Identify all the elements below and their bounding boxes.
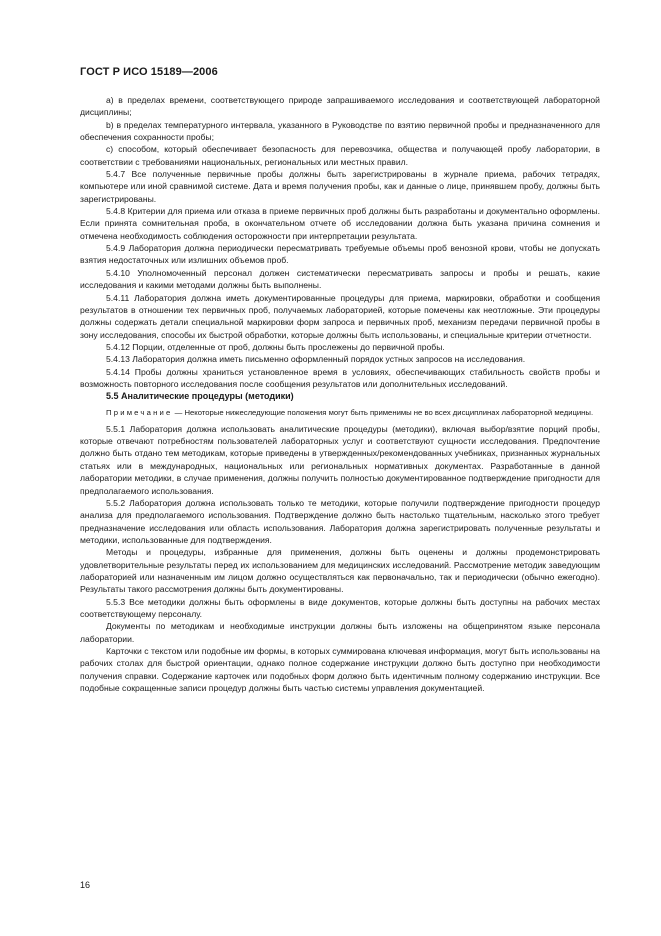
paragraph: 5.4.7 Все полученные первичные пробы должны быть зарегистрированы в журнале приема, рабочих тетрадях, компьютере или иной сравнимой системе. Дата и время получения пробы, как и данные о лице, принявшем пробу, должны быть зарегистрированы. xyxy=(80,169,600,204)
paragraph: b) в пределах температурного интервала, указанного в Руководстве по взятию первичной пробы и предназначенного для обеспечения сохранности пробы; xyxy=(80,119,600,143)
standard-header: ГОСТ Р ИСО 15189—2006 xyxy=(80,66,218,78)
paragraph: 5.5.1 Лаборатория должна использовать аналитические процедуры (методики), включая выбор/взятие порций пробы, которые отвечают потребностям пользователей лабораторных услуг и соответствуют сущности исследования. Предпочтение должно быть отдано тем методикам, которые приведены в утвержденных/рекомендованных учебниках, признанных журнальных статьях или в международных, национальных или региональных нормативных документах. Разработанные в данной лаборатории методики, в случае применения, должны получить полностью документированное подтверждение пригодности для предполагаемого использования. xyxy=(80,423,600,496)
paragraph: 5.5.2 Лаборатория должна использовать только те методики, которые получили подтверждение пригодности процедур анализа для предполагаемого использования. Подтверждение должно быть настолько тщательным, насколько этого требует предназначение исследования или область использования. Лаборатория должна зарегистрировать полученные результаты и методики, использованные для подтверждения. xyxy=(80,497,600,545)
paragraph: 5.4.11 Лаборатория должна иметь документированные процедуры для приема, маркировки, обработки и сообщения результатов в отношении тех первичных проб, получаемых лабораторией, которые помечены как неотложные. Эти процедуры должны содержать детали специальной маркировки форм запроса и первичных проб, механизм передачи первичной пробы в зону исследования, способы их быстрой обработки, которые должны быть использованы, и специальные критерии отчетности. xyxy=(80,292,600,340)
paragraph: 5.4.10 Уполномоченный персонал должен систематически пересматривать запросы и пробы и решать, какие исследования и какими методами должны быть выполнены. xyxy=(80,267,600,291)
paragraph: 5.4.8 Критерии для приема или отказа в приеме первичных проб должны быть разработаны и документально оформлены. Если принята сомнительная проба, в окончательном отчете об исследовании должна быть указана причина сомнения и отмечена необходимость соблюдения осторожности при интерпретации результата. xyxy=(80,206,600,241)
note-label: Примечание xyxy=(106,407,173,417)
paragraph: 5.5.3 Все методики должны быть оформлены в виде документов, которые должны быть доступны на рабочих местах соответствующему персоналу. xyxy=(80,596,600,619)
paragraph: Документы по методикам и необходимые инструкции должны быть изложены на общепринятом языке персонала лаборатории. xyxy=(80,621,600,644)
paragraph: Карточки с текстом или подобные им формы, в которых суммирована ключевая информация, могут быть использованы на рабочих столах для быстрой ориентации, однако полное содержание инструкции должно быть доступно при необходимости получения справки. Содержание карточек или подобных форм должно быть идентичным полному содержанию инструкции. Все подобные сокращенные записи процедур должны быть частью системы управления документацией. xyxy=(80,645,600,694)
paragraph: c) способом, который обеспечивает безопасность для перевозчика, общества и получающей пробу лаборатории, в соответствии с требованиями национальных, региональных или местных правил. xyxy=(80,144,600,167)
section-heading: 5.5 Аналитические процедуры (методики) xyxy=(106,391,294,402)
paragraph: Методы и процедуры, избранные для применения, должны быть оценены и должны продемонстрировать удовлетворительные результаты перед их использованием для медицинских исследований. Рассмотрение методик заведующим лабораторией или назначенным им лицом должно осуществляться как первоначально, так и периодически (обычно ежегодно). Результаты такого рассмотрения должны быть документированы. xyxy=(80,547,600,595)
paragraph: 5.4.14 Пробы должны храниться установленное время в условиях, обеспечивающих стабильность свойств пробы и возможность повторного исследования после сообщения результатов или дополнительных исследований. xyxy=(80,366,600,389)
paragraph: 5.4.12 Порции, отделенные от проб, должны быть прослежены до первичной пробы. xyxy=(106,341,445,352)
page-number: 16 xyxy=(80,880,91,890)
note-text: — Некоторые нижеследующие положения могут быть применимы не во всех дисциплинах лабораторной медицины. xyxy=(172,407,594,417)
note xyxy=(80,407,600,418)
document-body xyxy=(80,94,600,694)
paragraph: a) в пределах времени, соответствующего природе запрашиваемого исследования и соответствующей лабораторной дисциплины; xyxy=(80,95,600,118)
paragraph: 5.4.9 Лаборатория должна периодически пересматривать требуемые объемы проб венозной крови, чтобы не допускать взятия недостаточных или излишних объемов проб. xyxy=(80,243,600,266)
paragraph: 5.4.13 Лаборатория должна иметь письменно оформленный порядок устных запросов на исследования. xyxy=(106,354,526,365)
